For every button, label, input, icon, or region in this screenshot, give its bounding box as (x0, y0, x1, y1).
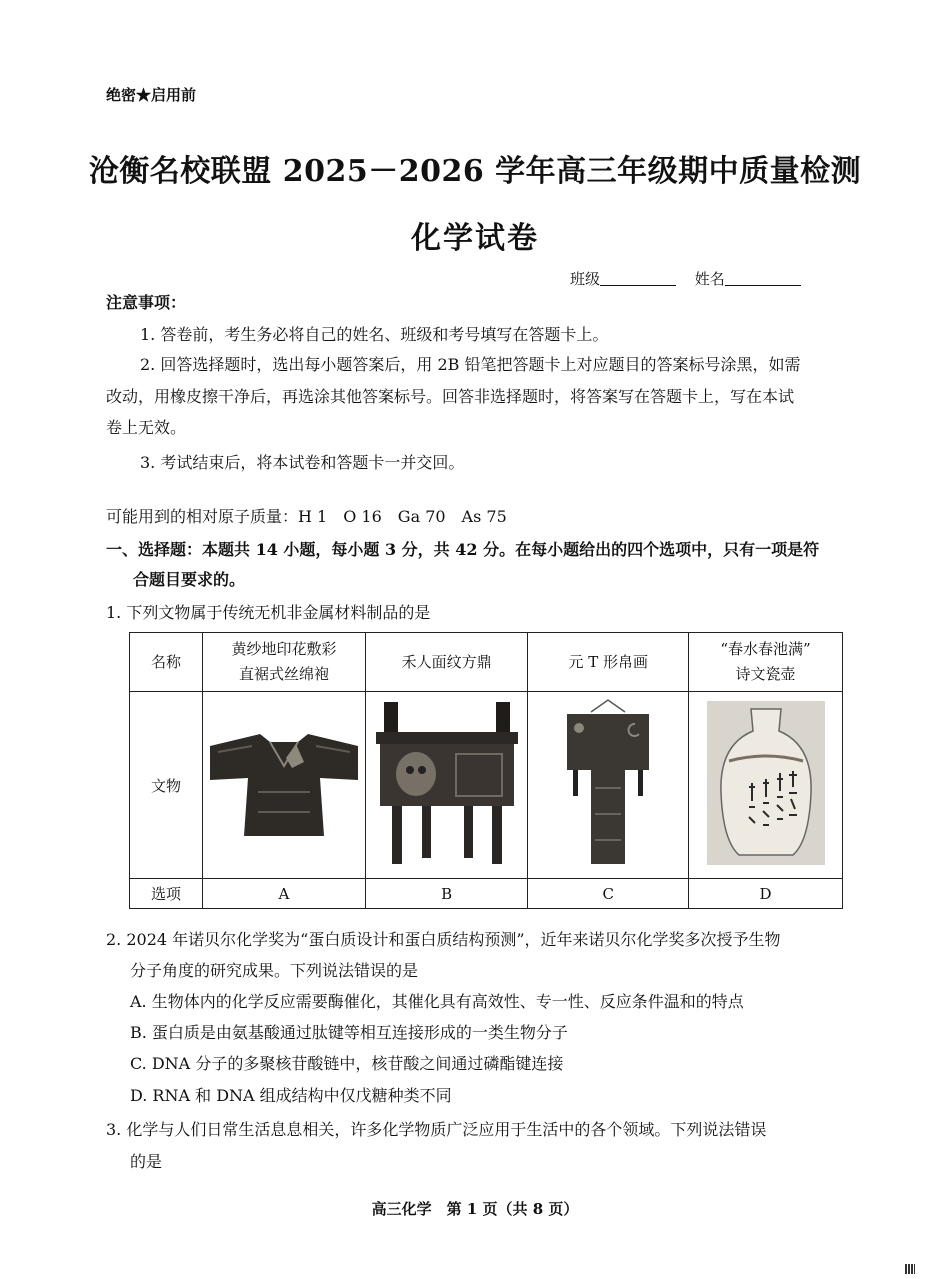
page-footer: 高三化学 第 1 页（共 8 页） (371, 1200, 579, 1218)
bronze-ding-icon (365, 692, 528, 879)
item-c-name: 元 T 形帛画 (528, 633, 689, 692)
class-blank (600, 271, 676, 286)
table-row-names (130, 633, 843, 692)
notice-item-3: 3. 考试结束后，将本试卷和答题卡一并交回。 (140, 453, 465, 472)
table-row-artifacts (130, 692, 843, 879)
row-label-artifact: 文物 (130, 692, 203, 879)
question-1-stem: 1. 下列文物属于传统无机非金属材料制品的是 (106, 603, 431, 622)
notice-heading: 注意事项： (106, 293, 187, 312)
exam-subject-title: 化学试卷 (411, 221, 539, 256)
option-d: D (689, 879, 843, 909)
question-3-stem-cont: 的是 (130, 1152, 163, 1171)
question-1-table (129, 632, 843, 909)
item-b-name: 禾人面纹方鼎 (365, 633, 528, 692)
porcelain-pot-icon (689, 692, 843, 879)
question-2-option-d: D. RNA 和 DNA 组成结构中仅戊糖种类不同 (130, 1086, 452, 1105)
section-1-heading: 一、选择题：本题共 14 小题，每小题 3 分，共 42 分。在每小题给出的四个选项中，只有一项是符 (106, 540, 820, 559)
scanner-logo-icon (905, 1264, 915, 1274)
row-label-option: 选项 (130, 879, 203, 909)
question-2-option-c: C. DNA 分子的多聚核苷酸链中，核苷酸之间通过磷酯键连接 (130, 1054, 564, 1073)
option-a: A (203, 879, 366, 909)
table-row-options (130, 879, 843, 909)
option-c: C (528, 879, 689, 909)
name-label: 姓名 (694, 270, 725, 288)
option-b: B (365, 879, 528, 909)
notice-item-2-line3: 卷上无效。 (106, 418, 187, 437)
question-2-stem-cont: 分子角度的研究成果。下列说法错误的是 (130, 961, 419, 980)
notice-item-1: 1. 答卷前，考生务必将自己的姓名、班级和考号填写在答题卡上。 (140, 325, 609, 344)
silk-painting-icon (528, 692, 689, 879)
question-2-stem: 2. 2024 年诺贝尔化学奖为“蛋白质设计和蛋白质结构预测”，近年来诺贝尔化学奖多次授予生物 (106, 930, 781, 949)
question-2-option-b: B. 蛋白质是由氨基酸通过肽键等相互连接形成的一类生物分子 (130, 1023, 568, 1042)
row-label-name: 名称 (130, 633, 203, 692)
secret-mark: 绝密★启用前 (106, 86, 197, 104)
class-label: 班级 (570, 270, 601, 288)
section-1-heading-cont: 合题目要求的。 (133, 570, 246, 589)
question-3-stem: 3. 化学与人们日常生活息息相关，许多化学物质广泛应用于生活中的各个领域。下列说法错误 (106, 1120, 767, 1139)
student-info-fields (570, 268, 801, 289)
item-a-name: 黄纱地印花敷彩 直裾式丝绵袍 (203, 633, 366, 692)
silk-robe-icon (203, 692, 366, 879)
exam-title: 沧衡名校联盟 2025－2026 学年高三年级期中质量检测 (88, 154, 862, 189)
name-blank (725, 271, 801, 286)
item-d-name: “春水春池满” 诗文瓷壶 (689, 633, 843, 692)
question-2-option-a: A. 生物体内的化学反应需要酶催化，其催化具有高效性、专一性、反应条件温和的特点 (130, 992, 744, 1011)
notice-item-2-line2: 改动，用橡皮擦干净后，再选涂其他答案标号。回答非选择题时，将答案写在答题卡上，写在本试 (106, 387, 795, 406)
atomic-masses: 可能用到的相对原子质量：H 1 O 16 Ga 70 As 75 (106, 507, 507, 526)
notice-item-2-line1: 2. 回答选择题时，选出每小题答案后，用 2B 铅笔把答题卡上对应题目的答案标号涂黑，如需 (140, 355, 801, 374)
